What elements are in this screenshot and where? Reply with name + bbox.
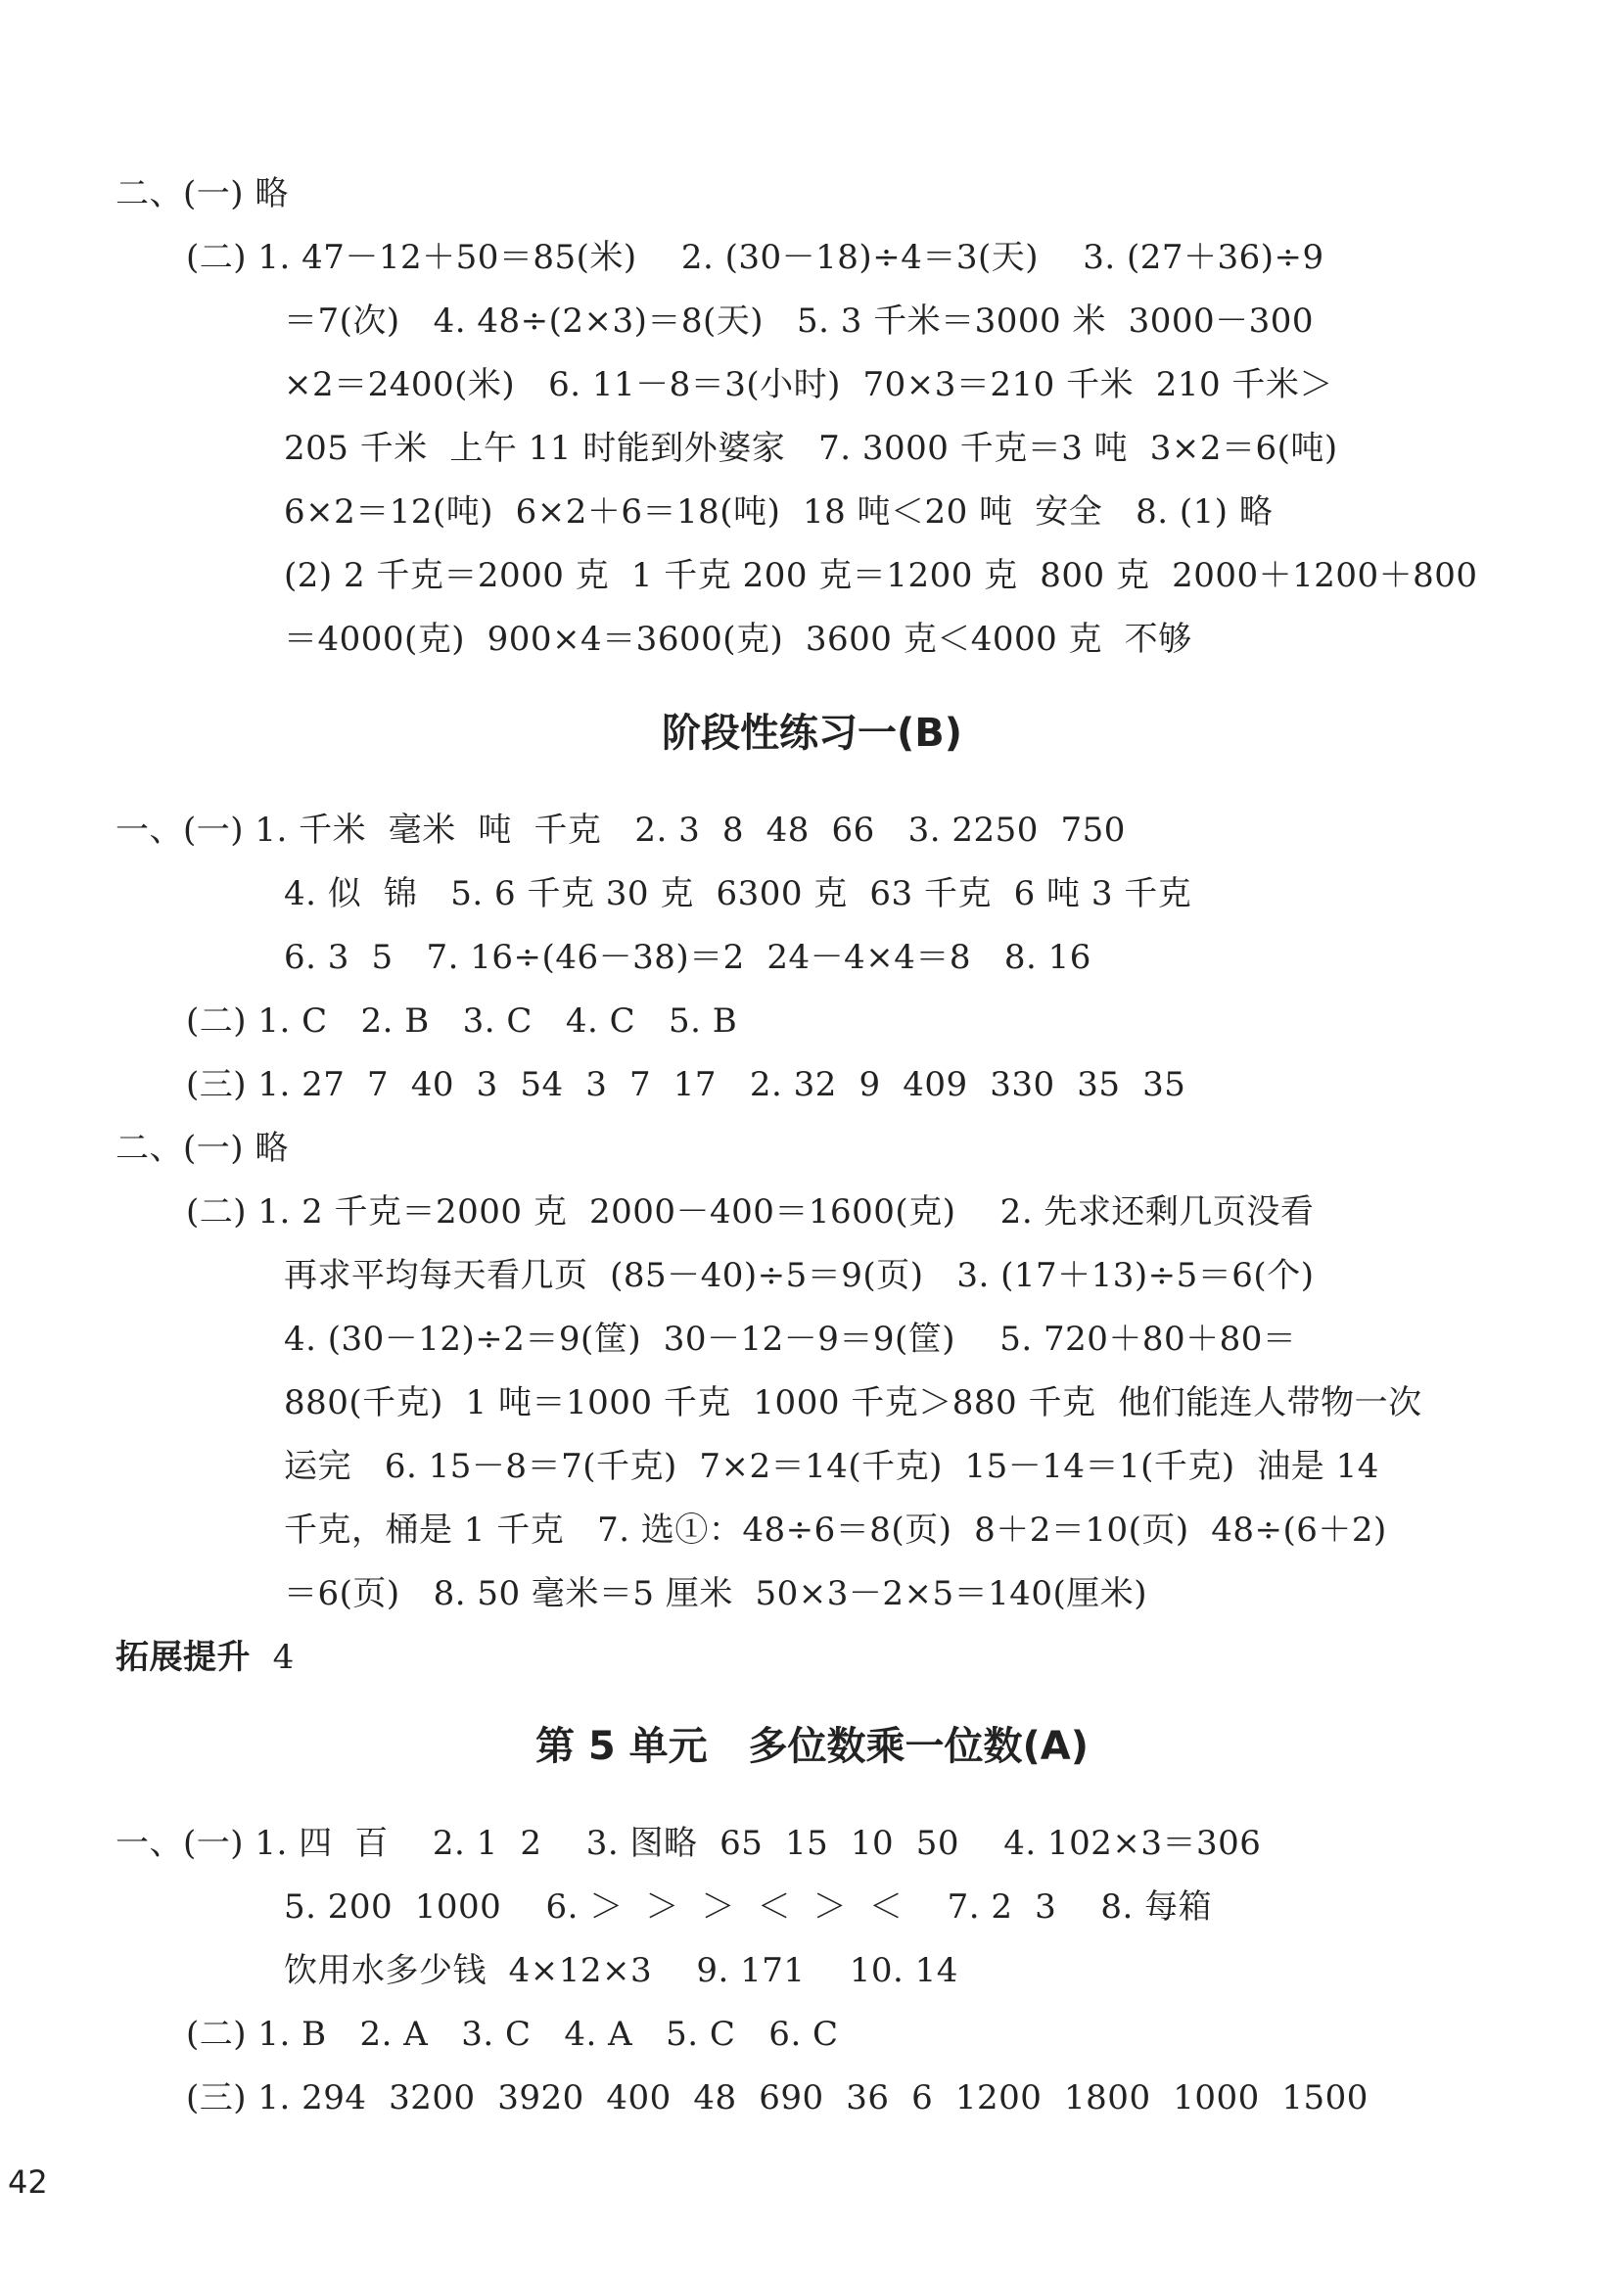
answer-line: ＝6(页) 8. 50 毫米＝5 厘米 50×3－2×5＝140(厘米) <box>284 1574 1148 1613</box>
answer-line: 千克，桶是 1 千克 7. 选①：48÷6＝8(页) 8＋2＝10(页) 48÷(6＋2) <box>284 1511 1387 1550</box>
answer-line: 4. 似 锦 5. 6 千克 30 克 6300 克 63 千克 6 吨 3 千克 <box>284 874 1192 913</box>
answer-line: (二) 1. B 2. A 3. C 4. A 5. C 6. C <box>186 2015 839 2054</box>
answer-line: 6×2＝12(吨) 6×2＋6＝18(吨) 18 吨＜20 吨 安全 8. (1) 略 <box>284 492 1274 532</box>
answer-line: (二) 1. 47－12＋50＝85(米) 2. (30－18)÷4＝3(天) 3. (27＋36)÷9 <box>186 238 1324 277</box>
answer-line: (三) 1. 27 7 40 3 54 3 7 17 2. 32 9 409 330 35 35 <box>186 1065 1186 1104</box>
answer-line: (2) 2 千克＝2000 克 1 千克 200 克＝1200 克 800 克 2000＋1200＋800 <box>284 556 1478 595</box>
answer-line: (三) 1. 294 3200 3920 400 48 690 36 6 1200 1800 1000 1500 <box>186 2078 1369 2117</box>
answer-line: (二) 1. C 2. B 3. C 4. C 5. B <box>186 1001 738 1041</box>
extension-label: 拓展提升 <box>116 1638 251 1677</box>
answer-line: 二、(一) 略 <box>116 1129 289 1168</box>
answer-line: 205 千米 上午 11 时能到外婆家 7. 3000 千克＝3 吨 3×2＝6(吨) <box>284 429 1338 468</box>
answer-line: 4. (30－12)÷2＝9(筐) 30－12－9＝9(筐) 5. 720＋80＋80＝ <box>284 1320 1297 1359</box>
answer-line: ＝4000(克) 900×4＝3600(克) 3600 克＜4000 克 不够 <box>284 620 1192 659</box>
answer-line: 饮用水多少钱 4×12×3 9. 171 10. 14 <box>284 1951 958 1990</box>
section-title-b: 阶段性练习一(B) <box>661 711 963 756</box>
extension-line <box>116 1638 295 1677</box>
answer-line: 再求平均每天看几页 (85－40)÷5＝9(页) 3. (17＋13)÷5＝6(个) <box>284 1256 1315 1295</box>
section-title-unit5: 第 5 单元 多位数乘一位数(A) <box>535 1724 1089 1769</box>
answer-line: 二、(一) 略 <box>116 174 289 213</box>
answer-line: 运完 6. 15－8＝7(千克) 7×2＝14(千克) 15－14＝1(千克) 油是 14 <box>284 1447 1379 1486</box>
answer-line: 6. 3 5 7. 16÷(46－38)＝2 24－4×4＝8 8. 16 <box>284 938 1091 977</box>
extension-value: 4 <box>272 1638 295 1677</box>
answer-line: 880(千克) 1 吨＝1000 千克 1000 千克＞880 千克 他们能连人带物一次 <box>284 1383 1422 1422</box>
answer-line: 一、(一) 1. 四 百 2. 1 2 3. 图略 65 15 10 50 4. 102×3＝306 <box>116 1824 1262 1863</box>
answer-line: (二) 1. 2 千克＝2000 克 2000－400＝1600(克) 2. 先求还剩几页没看 <box>186 1192 1315 1232</box>
answer-line: 5. 200 1000 6. ＞ ＞ ＞ ＜ ＞ ＜ 7. 2 3 8. 每箱 <box>284 1887 1213 1927</box>
answer-line: 一、(一) 1. 千米 毫米 吨 千克 2. 3 8 48 66 3. 2250 750 <box>116 811 1126 850</box>
answer-line: ＝7(次) 4. 48÷(2×3)＝8(天) 5. 3 千米＝3000 米 3000－300 <box>284 302 1315 341</box>
page-number: 42 <box>8 2163 48 2201</box>
answer-line: ×2＝2400(米) 6. 11－8＝3(小时) 70×3＝210 千米 210 千米＞ <box>284 365 1333 404</box>
